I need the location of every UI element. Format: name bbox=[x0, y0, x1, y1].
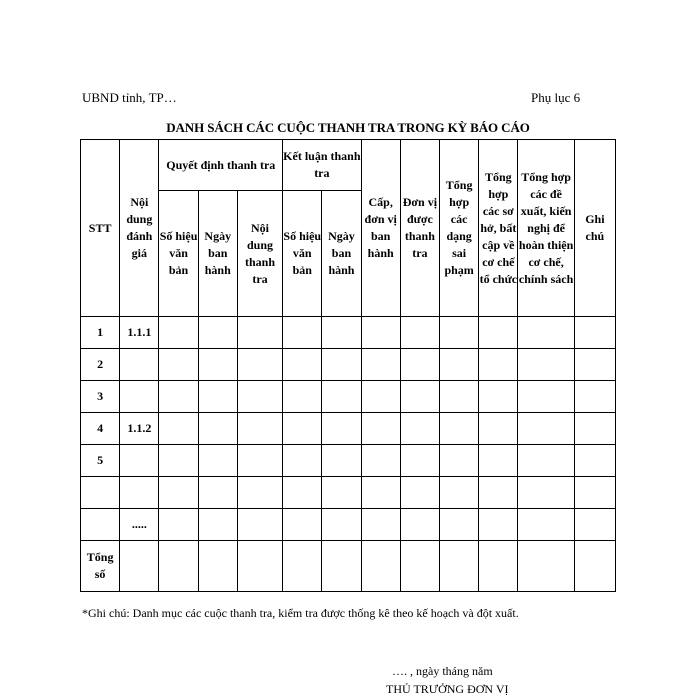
signer-title: THỦ TRƯỞNG ĐƠN VỊ bbox=[386, 682, 509, 696]
cell-noi-dung bbox=[120, 381, 159, 413]
col-header-ghi-chu: Ghi chú bbox=[574, 140, 615, 317]
cell-noi-dung: ..... bbox=[120, 509, 159, 541]
cell-stt bbox=[81, 509, 120, 541]
document-title: DANH SÁCH CÁC CUỘC THANH TRA TRONG KỲ BÁO CÁO bbox=[166, 120, 530, 135]
cell-noi-dung bbox=[120, 477, 159, 509]
cell-noi-dung bbox=[120, 349, 159, 381]
date-line: …. , ngày tháng năm bbox=[392, 664, 493, 678]
col-header-so-ho: Tổng hợp các sơ hở, bất cập về cơ chế tổ chức bbox=[479, 140, 518, 317]
group-header-ket-luan: Kết luận thanh tra bbox=[283, 140, 361, 191]
cell-stt: 3 bbox=[81, 381, 120, 413]
header-row-1 bbox=[81, 140, 616, 191]
col-header-kl-ngay: Ngày ban hành bbox=[322, 191, 361, 317]
total-label: Tổng số bbox=[81, 541, 120, 592]
table-row bbox=[81, 413, 616, 445]
col-header-sai-pham: Tổng hợp các dạng sai phạm bbox=[440, 140, 479, 317]
table-row bbox=[81, 381, 616, 413]
cell-stt bbox=[81, 477, 120, 509]
col-header-noi-dung: Nội dung đánh giá bbox=[120, 140, 159, 317]
table-row bbox=[81, 445, 616, 477]
col-header-don-vi: Đơn vị được thanh tra bbox=[400, 140, 439, 317]
footnote: *Ghi chú: Danh mục các cuộc thanh tra, kiểm tra được thống kê theo kế hoạch và đột xuất. bbox=[82, 606, 519, 620]
cell-stt: 5 bbox=[81, 445, 120, 477]
col-header-qd-ngay: Ngày ban hành bbox=[198, 191, 237, 317]
col-header-de-xuat: Tổng hợp các đề xuất, kiến nghị để hoàn thiện cơ chế, chính sách bbox=[518, 140, 574, 317]
table-row bbox=[81, 317, 616, 349]
header-left: UBND tỉnh, TP… bbox=[82, 90, 177, 105]
cell-noi-dung bbox=[120, 445, 159, 477]
table-row bbox=[81, 509, 616, 541]
report-table bbox=[80, 139, 616, 592]
col-header-qd-so-hieu: Số hiệu văn bản bbox=[159, 191, 198, 317]
col-header-cap: Cấp, đơn vị ban hành bbox=[361, 140, 400, 317]
col-header-qd-noi-dung: Nội dung thanh tra bbox=[237, 191, 282, 317]
table-row bbox=[81, 349, 616, 381]
total-row bbox=[81, 541, 616, 592]
cell-stt: 4 bbox=[81, 413, 120, 445]
cell-stt: 2 bbox=[81, 349, 120, 381]
header-right: Phụ lục 6 bbox=[531, 90, 581, 105]
cell-noi-dung: 1.1.1 bbox=[120, 317, 159, 349]
cell-noi-dung: 1.1.2 bbox=[120, 413, 159, 445]
cell-stt: 1 bbox=[81, 317, 120, 349]
col-header-stt: STT bbox=[81, 140, 120, 317]
group-header-quyet-dinh: Quyết định thanh tra bbox=[159, 140, 283, 191]
col-header-kl-so-hieu: Số hiệu văn bản bbox=[283, 191, 322, 317]
table-row bbox=[81, 477, 616, 509]
